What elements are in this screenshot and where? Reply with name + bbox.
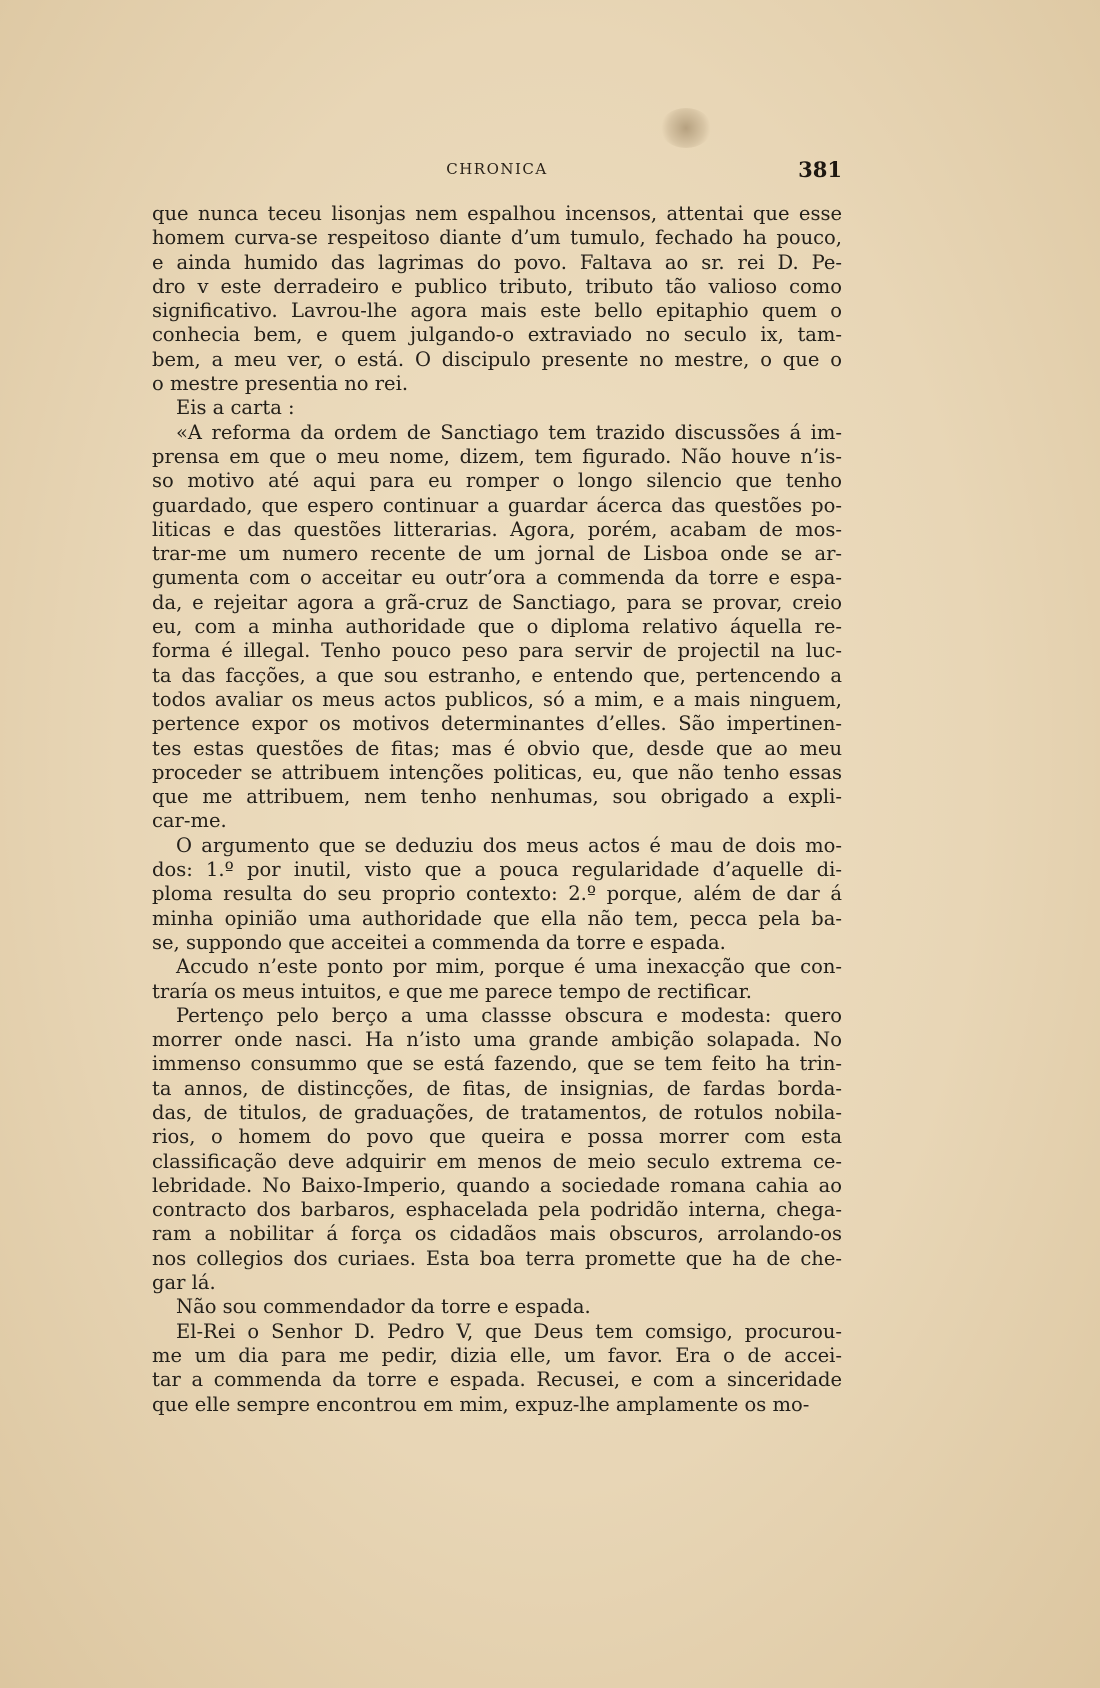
text-line: ta annos, de distincções, de fitas, de insignias, de fardas borda- (152, 1076, 842, 1100)
text-line: que me attribuem, nem tenho nenhumas, sou obrigado a expli- (152, 785, 842, 809)
text-line: das, de titulos, de graduações, de tratamentos, de rotulos nobila- (152, 1100, 842, 1124)
text-line: liticas e das questões litterarias. Agora, porém, acabam de mos- (152, 517, 842, 541)
text-line: tar a commenda da torre e espada. Recusei, e com a sinceridade (152, 1368, 842, 1392)
text-line: «A reforma da ordem de Sanctiago tem trazido discussões á im- (176, 420, 842, 444)
paragraph (152, 421, 842, 834)
text-line: forma é illegal. Tenho pouco peso para servir de projectil na luc- (152, 639, 842, 663)
text-line: homem curva-se respeitoso diante d’um tumulo, fechado ha pouco, (152, 226, 842, 250)
running-title: CHRONICA (446, 160, 548, 178)
text-line: lebridade. No Baixo-Imperio, quando a sociedade romana cahia ao (152, 1173, 842, 1197)
body-text (152, 202, 842, 1417)
paragraph (152, 1295, 842, 1319)
text-line: Não sou commendador da torre e espada. (176, 1295, 591, 1319)
text-line: ploma resulta do seu proprio contexto: 2.º porque, além de dar á (152, 882, 842, 906)
text-line: pertence expor os motivos determinantes d’elles. São impertinen- (152, 712, 842, 736)
paragraph (152, 1004, 842, 1296)
page-number: 381 (798, 157, 842, 182)
text-line: trar-me um numero recente de um jornal de Lisboa onde se ar- (152, 542, 842, 566)
text-line: que nunca teceu lisonjas nem espalhou incensos, attentai que esse (152, 202, 842, 225)
text-line: ram a nobilitar á força os cidadãos mais obscuros, arrolando-os (152, 1222, 842, 1246)
text-line: traría os meus intuitos, e que me parece tempo de rectificar. (152, 979, 752, 1003)
paragraph (152, 834, 842, 955)
text-line: dro v este derradeiro e publico tributo, tributo tão valioso como (152, 274, 842, 298)
paragraph (152, 955, 842, 1004)
text-line: e ainda humido das lagrimas do povo. Faltava ao sr. rei D. Pe- (152, 250, 842, 274)
text-line: que elle sempre encontrou em mim, expuz-lhe amplamente os mo- (152, 1392, 810, 1416)
text-line: significativo. Lavrou-lhe agora mais este bello epitaphio quem o (152, 299, 842, 323)
text-line: minha opinião uma authoridade que ella não tem, pecca pela ba- (152, 906, 842, 930)
text-line: gumenta com o acceitar eu outr’ora a commenda da torre e espa- (152, 566, 842, 590)
running-head (152, 157, 842, 183)
text-line: rios, o homem do povo que queira e possa morrer com esta (152, 1125, 842, 1149)
text-line: todos avaliar os meus actos publicos, só a mim, e a mais ninguem, (152, 687, 842, 711)
paragraph (152, 1320, 842, 1417)
text-line: tes estas questões de fitas; mas é obvio que, desde que ao meu (152, 736, 842, 760)
text-line: nos collegios dos curiaes. Esta boa terra promette que ha de che- (152, 1246, 842, 1270)
text-line: conhecia bem, e quem julgando-o extraviado no seculo ix, tam- (152, 323, 842, 347)
text-line: prensa em que o meu nome, dizem, tem figurado. Não houve n’is- (152, 444, 842, 468)
text-line: proceder se attribuem intenções politicas, eu, que não tenho essas (152, 760, 842, 784)
text-line: classificação deve adquirir em menos de meio seculo extrema ce- (152, 1149, 842, 1173)
paper-stain (660, 108, 712, 148)
text-line: morrer onde nasci. Ha n’isto uma grande ambição solapada. No (152, 1028, 842, 1052)
text-line: immenso consummo que se está fazendo, que se tem feito ha trin- (152, 1052, 842, 1076)
text-line: El-Rei o Senhor D. Pedro V, que Deus tem comsigo, procurou- (176, 1319, 842, 1343)
text-line: Pertenço pelo berço a uma classse obscura e modesta: quero (176, 1003, 842, 1027)
text-line: contracto dos barbaros, esphacelada pela podridão interna, chega- (152, 1198, 842, 1222)
text-line: o mestre presentia no rei. (152, 372, 409, 396)
text-line: Eis a carta : (176, 396, 295, 420)
text-line: gar lá. (152, 1271, 216, 1295)
text-line: so motivo até aqui para eu romper o longo silencio que tenho (152, 469, 842, 493)
text-line: bem, a meu ver, o está. O discipulo presente no mestre, o que o (152, 347, 842, 371)
text-line: dos: 1.º por inutil, visto que a pouca regularidade d’aquelle di- (152, 858, 842, 882)
text-line: guardado, que espero continuar a guardar ácerca das questões po- (152, 493, 842, 517)
paragraph (152, 202, 842, 396)
text-line: car-me. (152, 809, 227, 833)
text-line: Accudo n’este ponto por mim, porque é uma inexacção que con- (176, 955, 842, 979)
text-line: ta das facções, a que sou estranho, e entendo que, pertencendo a (152, 663, 842, 687)
text-line: se, suppondo que acceitei a commenda da torre e espada. (152, 930, 726, 954)
text-line: eu, com a minha authoridade que o diploma relativo áquella re- (152, 615, 842, 639)
text-line: da, e rejeitar agora a grã-cruz de Sanctiago, para se provar, creio (152, 590, 842, 614)
paragraph (152, 396, 842, 420)
text-line: O argumento que se deduziu dos meus actos é mau de dois mo- (176, 833, 842, 857)
text-line: me um dia para me pedir, dizia elle, um favor. Era o de accei- (152, 1343, 842, 1367)
